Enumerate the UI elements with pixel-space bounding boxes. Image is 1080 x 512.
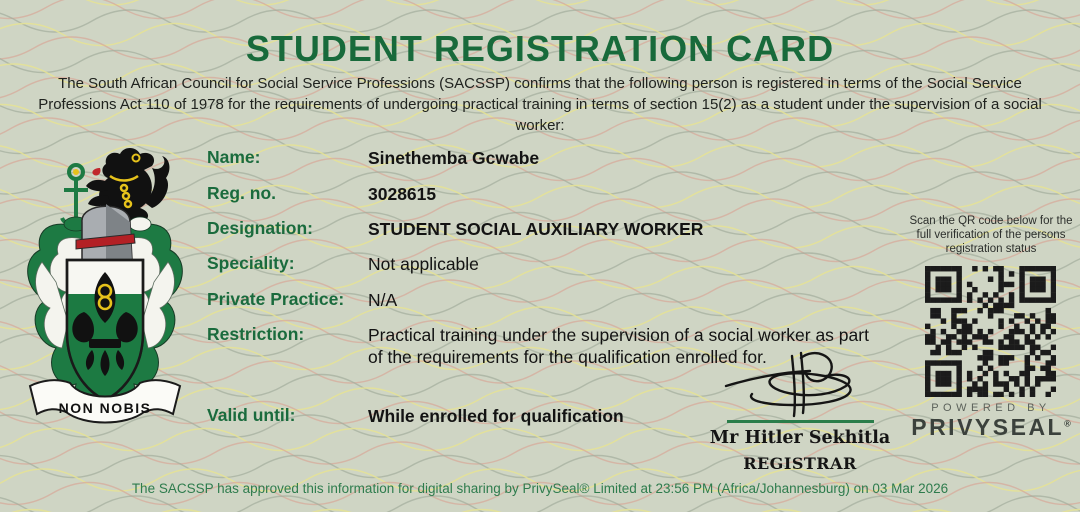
designation-label: Designation: [207,218,313,238]
approval-footer: The SACSSP has approved this information for digital sharing by PrivySeal® Limited at 23:56 PM (Africa/Johannesburg) on 03 Mar 2026 [131,481,949,496]
valid-until-value: While enrolled for qualification [368,406,624,426]
restriction-label: Restriction: [207,324,305,344]
registrar-name: Mr Hitler Sekhitla [709,428,891,448]
privyseal-brand-text: PRIVYSEAL [911,414,1065,440]
qr-instruction: Scan the QR code below for the full verification of the persons registration status [909,215,1073,255]
powered-by-label: POWERED BY [931,402,1051,414]
qr-code [925,266,1056,397]
sacssp-coat-of-arms-icon [12,142,198,432]
signature-underline [727,420,874,423]
registrar-title: REGISTRAR [743,454,857,473]
reg-no-value: 3028615 [368,184,437,204]
field-row-designation [207,218,703,240]
field-row-name [207,147,539,169]
restriction-value: Practical training under the supervision of a social worker as part of the requirements for the qualification enrolled for. [368,325,869,367]
speciality-label: Speciality: [207,253,295,273]
name-label: Name: [207,147,261,167]
field-row-reg-no [207,183,436,205]
field-row-private-practice [207,289,397,311]
name-value: Sinethemba Gcwabe [368,148,540,168]
field-row-speciality [207,253,479,275]
reg-no-label: Reg. no. [207,183,277,203]
registrar-signature-icon [722,350,882,418]
private-practice-label: Private Practice: [207,289,345,309]
privyseal-brand [900,414,1080,441]
crest-motto: NON NOBIS [58,400,152,416]
private-practice-value: N/A [368,290,398,310]
registration-statement: The South African Council for Social Service Professions (SACSSP) confirms that the following person is registered in terms of the Social Service Professions Act 110 of 1978 for the requirements of undergoing practical training in terms of section 15(2) as a student under the supervision of a social worker: [38,75,1042,134]
designation-value: STUDENT SOCIAL AUXILIARY WORKER [368,219,704,239]
valid-until-label: Valid until: [207,405,296,425]
speciality-value: Not applicable [368,254,479,274]
registered-mark: ® [1064,418,1071,429]
page-title: STUDENT REGISTRATION CARD [245,28,835,69]
field-row-valid-until [207,405,624,427]
